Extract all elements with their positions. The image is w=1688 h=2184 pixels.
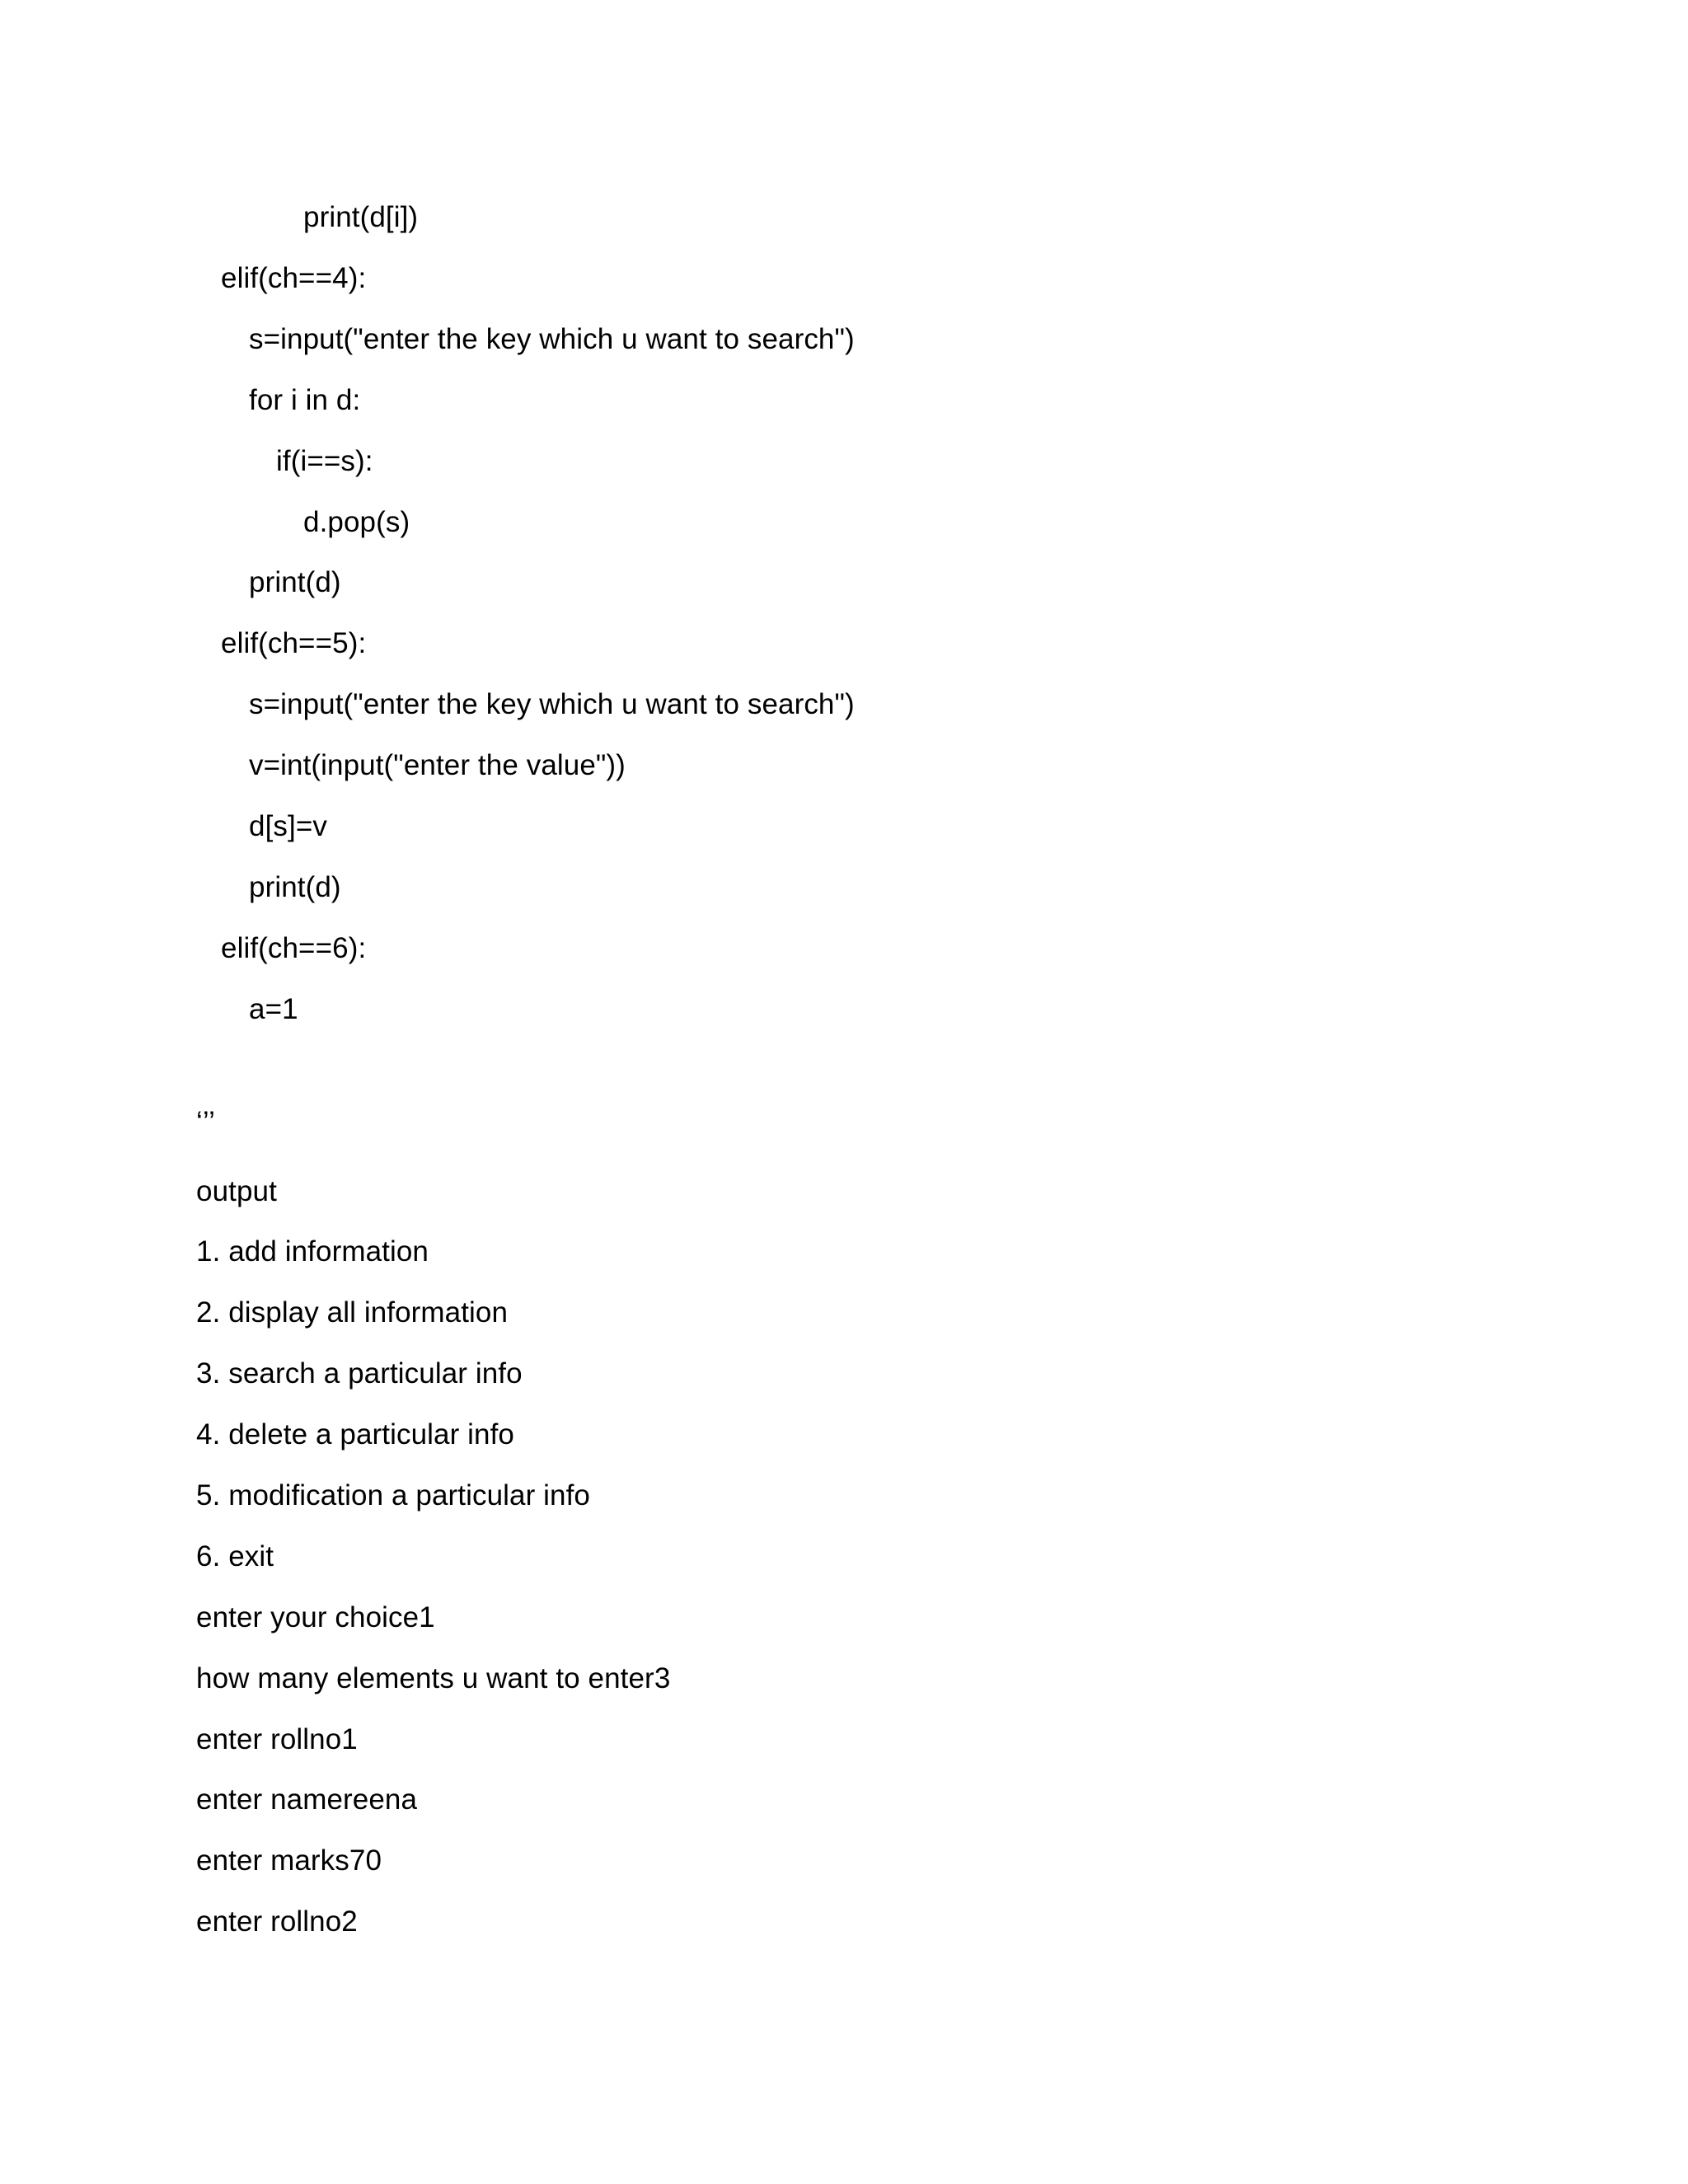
code-line: print(d[i]) [303,201,419,233]
code-line: for i in d: [249,384,361,416]
code-line: a=1 [249,993,298,1025]
code-line: print(d) [249,566,341,598]
menu-item: 4. delete a particular info [196,1418,514,1451]
menu-item: 3. search a particular info [196,1357,523,1390]
code-line: elif(ch==5): [221,627,367,659]
code-line: print(d) [249,871,341,903]
output-line: enter namereena [196,1783,418,1816]
code-line: s=input("enter the key which u want to search") [249,688,855,720]
code-line: d.pop(s) [303,506,410,538]
code-line: v=int(input("enter the value")) [249,749,626,781]
code-line: d[s]=v [249,810,327,842]
code-line: elif(ch==4): [221,262,367,294]
closing-quotes: ‘’’ [196,1106,215,1138]
code-line: elif(ch==6): [221,932,367,964]
output-line: how many elements u want to enter3 [196,1662,671,1694]
output-line: enter marks70 [196,1844,382,1877]
code-line: s=input("enter the key which u want to search") [249,323,855,355]
menu-item: 1. add information [196,1235,429,1268]
menu-item: 5. modification a particular info [196,1479,590,1511]
output-heading: output [196,1175,277,1207]
menu-item: 6. exit [196,1540,274,1572]
code-line: if(i==s): [276,445,373,477]
output-line: enter your choice1 [196,1601,435,1633]
menu-item: 2. display all information [196,1296,509,1329]
output-line: enter rollno2 [196,1905,358,1938]
output-line: enter rollno1 [196,1723,358,1755]
